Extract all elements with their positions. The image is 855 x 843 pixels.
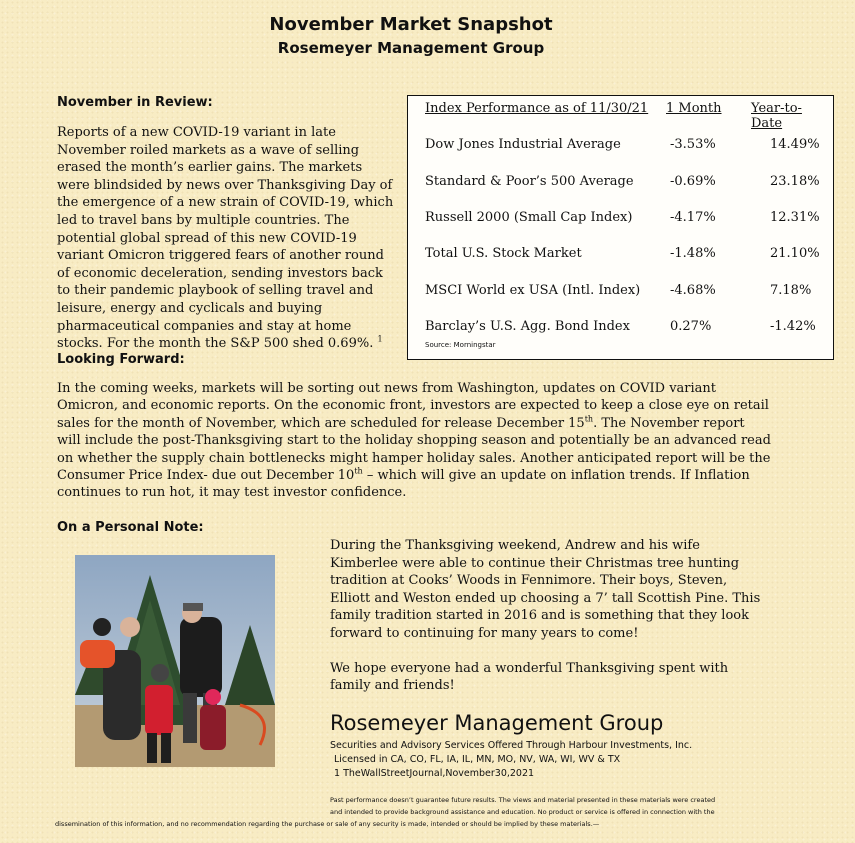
table-row (408, 174, 833, 194)
forward-heading: Looking Forward: (57, 352, 185, 367)
disclaimer-line-1: Past performance doesn’t guarantee future results. The views and material presented in these materials were created (330, 796, 716, 804)
index-name: Total U.S. Stock Market (425, 246, 582, 261)
month-value: 0.27% (670, 319, 712, 334)
review-heading: November in Review: (57, 95, 213, 110)
month-value: -3.53% (670, 137, 716, 152)
disclaimer-line-2: and intended to provide background assistance and education. No product or service is offered in connection with the (330, 808, 715, 816)
forward-sup-1: th (584, 414, 594, 424)
review-paragraph (57, 124, 397, 353)
disclaimer-line-3: dissemination of this information, and no recommendation regarding the purchase or sale of any security is made, intended or should be implied by these materials.— (55, 820, 600, 828)
licensed-line: Licensed in CA, CO, FL, IA, IL, MN, MO, NV, WA, WI, WV & TX (334, 754, 621, 765)
month-value: -4.17% (670, 210, 716, 225)
index-performance-table (407, 95, 834, 360)
table-header-month: 1 Month (666, 101, 722, 116)
family-photo-image (75, 555, 275, 767)
review-body: Reports of a new COVID-19 variant in late November roiled markets as a wave of selling erased the month’s earlier gains. The markets were blindsided by news over Thanksgiving Day of the emergence of a new strain of COVID-19, which led to travel bans by multiple countries. The potential global spread of this new COVID-19 variant Omicron triggered fears of another round of economic deceleration, sending investors back to their pandemic playbook of selling travel and leisure, energy and cyclicals and buying pharmaceutical companies and stay at home stocks. For the month the S&P 500 shed 0.69%. (57, 125, 394, 352)
forward-sup-2: th (354, 466, 363, 476)
brand-name: Rosemeyer Management Group (330, 711, 664, 735)
index-name: Barclay’s U.S. Agg. Bond Index (425, 319, 630, 334)
index-name: Russell 2000 (Small Cap Index) (425, 210, 633, 225)
ytd-value: -1.42% (770, 319, 816, 334)
table-row (408, 283, 833, 303)
table-row (408, 246, 833, 266)
page-subtitle: Rosemeyer Management Group (277, 39, 545, 57)
month-value: -1.48% (670, 246, 716, 261)
personal-note (330, 537, 770, 695)
footnote-marker: 1 (377, 334, 383, 344)
ytd-value: 21.10% (770, 246, 820, 261)
forward-paragraph (57, 380, 772, 502)
ytd-value: 7.18% (770, 283, 812, 298)
table-row (408, 319, 833, 339)
index-name: Dow Jones Industrial Average (425, 137, 621, 152)
index-name: Standard & Poor’s 500 Average (425, 174, 634, 189)
forward-text-part1: In the coming weeks, markets will be sorting out news from Washington, updates on COVID variant Omicron, and economic reports. On the economic front, investors are expected to keep a close eye on retail sales for the month of November, which are scheduled for release December 15 (57, 381, 769, 431)
family-photo (75, 555, 275, 767)
table-row (408, 137, 833, 157)
month-value: -0.69% (670, 174, 716, 189)
personal-paragraph-2: We hope everyone had a wonderful Thanksgiving spent with family and friends! (330, 660, 729, 694)
month-value: -4.68% (670, 283, 716, 298)
ytd-value: 12.31% (770, 210, 820, 225)
table-source: Source: Morningstar (425, 341, 496, 349)
table-row (408, 210, 833, 230)
ytd-value: 23.18% (770, 174, 820, 189)
personal-paragraph-1: During the Thanksgiving weekend, Andrew and his wife Kimberlee were able to continue their Christmas tree hunting tradition at Cooks’ Woods in Fennimore. Their boys, Steven, Elliott and Weston ended up choosing a 7’ tall Scottish Pine. This family tradition started in 2016 and is something that they look forward to continuing for many years to come! (330, 538, 761, 641)
ytd-value: 14.49% (770, 137, 820, 152)
table-header-index: Index Performance as of 11/30/21 (425, 101, 649, 116)
securities-line: Securities and Advisory Services Offered Through Harbour Investments, Inc. (330, 740, 693, 751)
personal-heading: On a Personal Note: (57, 520, 204, 535)
index-name: MSCI World ex USA (Intl. Index) (425, 283, 641, 298)
page-title: November Market Snapshot (269, 14, 553, 35)
forward-text-part2: . The November report will include the post-Thanksgiving start to the holiday shopping season and potentially be an advanced read on whether the supply chain bottlenecks might hamper holiday sales. Another anticipated report will be the Consumer Price Index- due out December 10 (57, 415, 771, 484)
forward-text-part3: – which will give an update on inflation trends. If Inflation continues to run hot, it may test investor confidence. (57, 468, 750, 501)
table-header-ytd: Year-to-Date (751, 101, 802, 131)
citation-line: 1 TheWallStreetJournal,November30,2021 (334, 768, 535, 779)
